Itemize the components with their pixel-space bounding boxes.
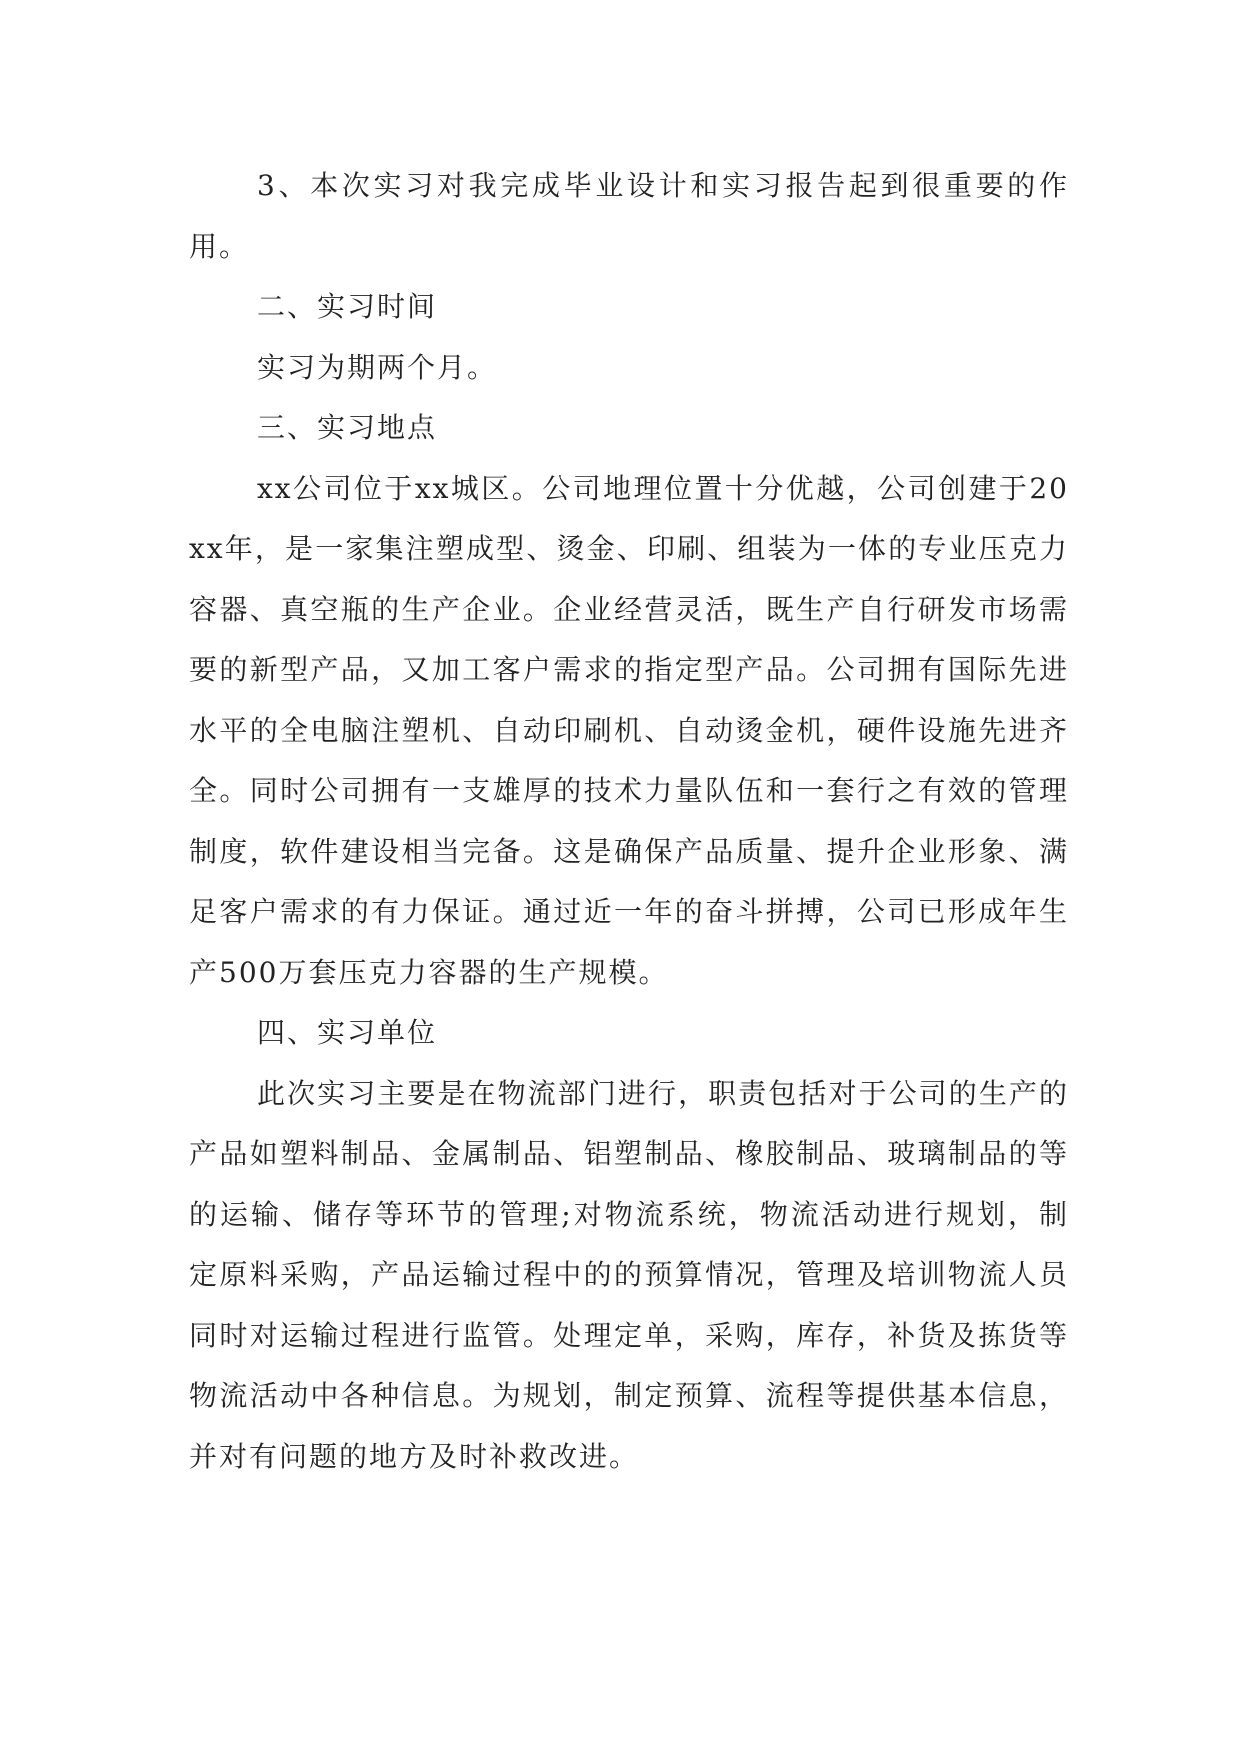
section-heading-internship-location: 三、实习地点	[257, 411, 438, 444]
paragraph-logistics-duties: 此次实习主要是在物流部门进行，职责包括对于公司的生产的产品如塑料制品、金属制品、铝塑制品、橡胶制品、玻璃制品的等的运输、储存等环节的管理;对物流系统，物流活动进行规划，制定原料采购，产品运输过程中的的预算情况，管理及培训物流人员同时对运输过程进行监管。处理定单，采购，库存，补货及拣货等物流活动中各种信息。为规划，制定预算、流程等提供基本信息，并对有问题的地方及时补救改进。	[189, 1076, 1069, 1473]
section-heading-internship-time: 二、实习时间	[257, 290, 438, 323]
paragraph-internship-duration: 实习为期两个月。	[257, 350, 498, 384]
section-heading-internship-unit: 四、实习单位	[257, 1016, 438, 1049]
paragraph-company-description: xx公司位于xx城区。公司地理位置十分优越，公司创建于20xx年，是一家集注塑成型、烫金、印刷、组装为一体的专业压克力容器、真空瓶的生产企业。企业经营灵活，既生产自行研发市场需要的新型产品，又加工客户需求的指定型产品。公司拥有国际先进水平的全电脑注塑机、自动印刷机、自动烫金机，硬件设施先进齐全。同时公司拥有一支雄厚的技术力量队伍和一套行之有效的管理制度，软件建设相当完备。这是确保产品质量、提升企业形象、满足客户需求的有力保证。通过近一年的奋斗拼搏，公司已形成年生产500万套压克力容器的生产规模。	[189, 471, 1069, 989]
document-body	[189, 156, 1069, 1487]
paragraph-purpose-3: 3、本次实习对我完成毕业设计和实习报告起到很重要的作用。	[189, 169, 1069, 263]
